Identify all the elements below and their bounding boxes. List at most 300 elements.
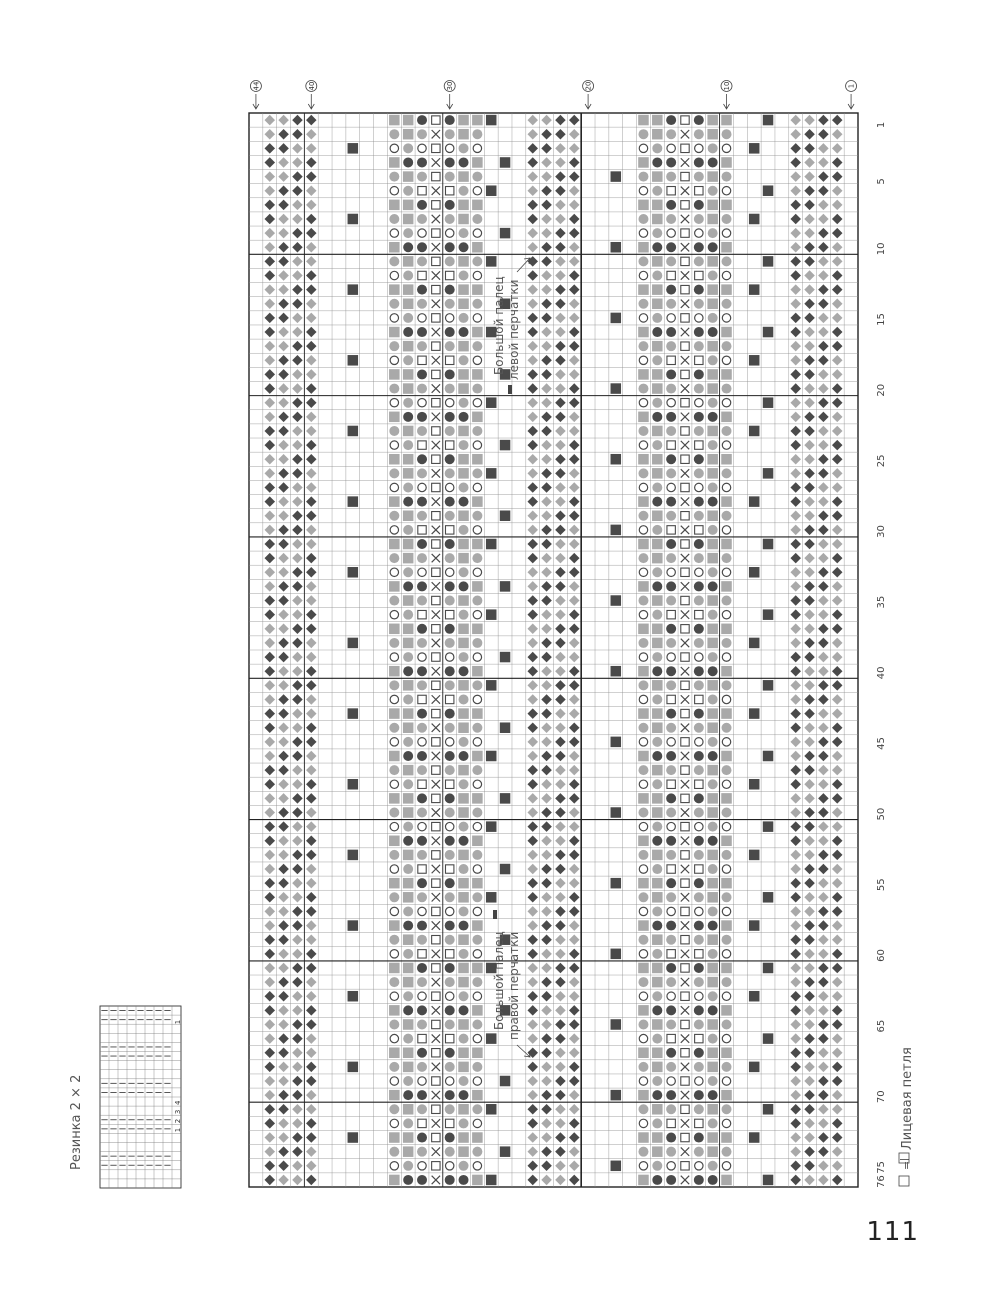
square-icon xyxy=(707,722,718,733)
diamond-icon xyxy=(832,1005,843,1016)
circle-icon xyxy=(389,596,399,606)
diamond-icon xyxy=(292,1104,303,1115)
diamond-icon xyxy=(818,892,829,903)
circle-icon xyxy=(445,765,455,775)
circle-icon xyxy=(652,525,662,535)
ring-icon xyxy=(639,271,647,279)
circle-icon xyxy=(459,666,469,676)
diamond-icon xyxy=(527,737,538,748)
square-icon xyxy=(749,496,760,507)
diamond-icon xyxy=(832,1146,843,1157)
square-icon xyxy=(611,171,622,182)
outline-square-icon xyxy=(695,271,703,279)
circle-icon xyxy=(722,511,732,521)
ring-icon xyxy=(390,187,398,195)
square-icon xyxy=(707,878,718,889)
ring-icon xyxy=(722,144,730,152)
square-icon xyxy=(472,496,483,507)
circle-icon xyxy=(403,779,413,789)
diamond-icon xyxy=(818,256,829,267)
square-icon xyxy=(389,369,400,380)
ring-icon xyxy=(667,992,675,1000)
square-icon xyxy=(652,878,663,889)
ring-icon xyxy=(639,441,647,449)
circle-icon xyxy=(459,1034,469,1044)
circle-icon xyxy=(417,242,427,252)
square-icon xyxy=(403,284,414,295)
diamond-icon xyxy=(292,1132,303,1143)
outline-square-icon xyxy=(418,695,426,703)
outline-square-icon xyxy=(432,427,440,435)
diamond-icon xyxy=(278,426,289,437)
circle-icon xyxy=(459,313,469,323)
diamond-icon xyxy=(555,313,566,324)
circle-icon xyxy=(638,1062,648,1072)
cross-icon xyxy=(681,610,689,618)
circle-icon xyxy=(389,723,399,733)
diamond-icon xyxy=(527,242,538,253)
circle-icon xyxy=(722,1019,732,1029)
diamond-icon xyxy=(265,1019,276,1030)
diamond-icon xyxy=(555,129,566,140)
circle-icon xyxy=(403,1034,413,1044)
diamond-icon xyxy=(555,214,566,225)
right-thumb-arrow-icon xyxy=(517,1045,530,1057)
diamond-icon xyxy=(265,115,276,126)
ring-icon xyxy=(639,992,647,1000)
circle-icon xyxy=(403,737,413,747)
circle-icon xyxy=(652,440,662,450)
circle-icon xyxy=(417,723,427,733)
diamond-icon xyxy=(541,737,552,748)
square-icon xyxy=(652,539,663,550)
outline-square-icon xyxy=(681,229,689,237)
diamond-icon xyxy=(278,468,289,479)
diamond-icon xyxy=(790,1161,801,1172)
circle-icon xyxy=(459,864,469,874)
outline-square-icon xyxy=(667,695,675,703)
diamond-icon xyxy=(832,426,843,437)
outline-square-icon xyxy=(667,865,675,873)
outline-square-icon xyxy=(681,822,689,830)
diamond-icon xyxy=(569,963,580,974)
square-icon xyxy=(389,327,400,338)
square-icon xyxy=(472,200,483,211)
diamond-icon xyxy=(569,412,580,423)
outline-square-icon xyxy=(432,681,440,689)
diamond-icon xyxy=(541,1175,552,1186)
circle-icon xyxy=(403,525,413,535)
square-icon xyxy=(458,892,469,903)
diamond-icon xyxy=(306,355,317,366)
diamond-icon xyxy=(790,412,801,423)
circle-icon xyxy=(722,977,732,987)
diamond-icon xyxy=(555,1033,566,1044)
diamond-icon xyxy=(832,299,843,310)
diamond-icon xyxy=(541,200,552,211)
ring-icon xyxy=(639,653,647,661)
outline-square-icon xyxy=(667,187,675,195)
circle-icon xyxy=(403,1076,413,1086)
outline-square-icon xyxy=(432,1077,440,1085)
circle-icon xyxy=(638,214,648,224)
ring-icon xyxy=(445,398,453,406)
circle-icon xyxy=(445,1147,455,1157)
outline-square-icon xyxy=(681,851,689,859)
diamond-icon xyxy=(790,793,801,804)
square-icon xyxy=(638,412,649,423)
ring-icon xyxy=(639,356,647,364)
diamond-icon xyxy=(527,708,538,719)
diamond-icon xyxy=(790,1076,801,1087)
circle-icon xyxy=(638,256,648,266)
diamond-icon xyxy=(818,609,829,620)
circle-icon xyxy=(445,129,455,139)
diamond-icon xyxy=(292,694,303,705)
cross-icon xyxy=(681,441,689,449)
cross-icon xyxy=(681,724,689,732)
circle-icon xyxy=(666,157,676,167)
circle-icon xyxy=(389,1147,399,1157)
diamond-icon xyxy=(818,426,829,437)
diamond-icon xyxy=(818,821,829,832)
square-icon xyxy=(403,977,414,988)
outline-square-icon xyxy=(432,116,440,124)
diamond-icon xyxy=(818,694,829,705)
square-icon xyxy=(652,963,663,974)
square-icon xyxy=(458,553,469,564)
square-icon xyxy=(638,793,649,804)
diamond-icon xyxy=(832,963,843,974)
circle-icon xyxy=(666,709,676,719)
diamond-icon xyxy=(265,510,276,521)
circle-icon xyxy=(694,1147,704,1157)
diamond-icon xyxy=(278,638,289,649)
marker-label: 44 xyxy=(252,81,261,91)
square-icon xyxy=(403,341,414,352)
square-icon xyxy=(348,284,359,295)
square-icon xyxy=(389,1005,400,1016)
circle-icon xyxy=(666,1090,676,1100)
square-icon xyxy=(707,680,718,691)
circle-icon xyxy=(459,1090,469,1100)
diamond-icon xyxy=(292,228,303,239)
diamond-icon xyxy=(569,666,580,677)
diamond-icon xyxy=(541,327,552,338)
ring-icon xyxy=(418,1077,426,1085)
diamond-icon xyxy=(555,991,566,1002)
circle-icon xyxy=(389,384,399,394)
outline-square-icon xyxy=(681,512,689,520)
square-icon xyxy=(458,722,469,733)
diamond-icon xyxy=(278,694,289,705)
square-icon xyxy=(389,581,400,592)
diamond-icon xyxy=(832,341,843,352)
circle-icon xyxy=(666,299,676,309)
circle-icon xyxy=(459,1005,469,1015)
ring-icon xyxy=(722,780,730,788)
diamond-icon xyxy=(265,553,276,564)
ring-icon xyxy=(722,610,730,618)
square-icon xyxy=(652,299,663,310)
diamond-icon xyxy=(265,920,276,931)
diamond-icon xyxy=(569,949,580,960)
diamond-icon xyxy=(265,1090,276,1101)
circle-icon xyxy=(722,341,732,351)
square-icon xyxy=(458,1019,469,1030)
row-label: 35 xyxy=(876,595,887,609)
diamond-icon xyxy=(527,355,538,366)
circle-icon xyxy=(652,737,662,747)
ring-icon xyxy=(445,738,453,746)
ring-icon xyxy=(639,780,647,788)
diamond-icon xyxy=(292,624,303,635)
square-icon xyxy=(763,539,774,550)
circle-icon xyxy=(652,822,662,832)
diamond-icon xyxy=(818,510,829,521)
square-icon xyxy=(389,1090,400,1101)
diamond-icon xyxy=(818,934,829,945)
diamond-icon xyxy=(541,1062,552,1073)
outline-square-icon xyxy=(432,568,440,576)
diamond-icon xyxy=(555,468,566,479)
ring-icon xyxy=(473,822,481,830)
diamond-icon xyxy=(265,581,276,592)
square-icon xyxy=(749,779,760,790)
circle-icon xyxy=(417,285,427,295)
diamond-icon xyxy=(790,878,801,889)
outline-square-icon xyxy=(681,596,689,604)
diamond-icon xyxy=(832,412,843,423)
diamond-icon xyxy=(306,525,317,536)
diamond-icon xyxy=(527,214,538,225)
square-icon xyxy=(763,1104,774,1115)
circle-icon xyxy=(459,949,469,959)
ring-icon xyxy=(473,950,481,958)
diamond-icon xyxy=(541,878,552,889)
outline-square-icon xyxy=(445,950,453,958)
square-icon xyxy=(472,284,483,295)
ring-icon xyxy=(418,653,426,661)
row-label: 20 xyxy=(876,383,887,397)
circle-icon xyxy=(389,977,399,987)
diamond-icon xyxy=(818,270,829,281)
diamond-icon xyxy=(541,510,552,521)
cross-icon xyxy=(432,667,440,675)
square-icon xyxy=(749,920,760,931)
diamond-icon xyxy=(527,185,538,196)
diamond-icon xyxy=(569,171,580,182)
diamond-icon xyxy=(527,920,538,931)
circle-icon xyxy=(666,1147,676,1157)
ring-icon xyxy=(695,1077,703,1085)
circle-icon xyxy=(694,850,704,860)
outline-square-icon xyxy=(681,1077,689,1085)
diamond-icon xyxy=(804,426,815,437)
outline-square-icon xyxy=(681,964,689,972)
circle-icon xyxy=(459,779,469,789)
diamond-icon xyxy=(541,1047,552,1058)
diamond-icon xyxy=(555,1161,566,1172)
square-icon xyxy=(472,836,483,847)
ring-icon xyxy=(695,653,703,661)
circle-icon xyxy=(472,1019,482,1029)
diamond-icon xyxy=(292,525,303,536)
square-icon xyxy=(611,383,622,394)
circle-icon xyxy=(652,581,662,591)
diamond-icon xyxy=(790,949,801,960)
diamond-icon xyxy=(569,1033,580,1044)
ring-icon xyxy=(445,1162,453,1170)
circle-icon xyxy=(472,468,482,478)
diamond-icon xyxy=(804,864,815,875)
diamond-icon xyxy=(306,878,317,889)
square-icon xyxy=(652,214,663,225)
diamond-icon xyxy=(818,242,829,253)
square-icon xyxy=(721,1090,732,1101)
diamond-icon xyxy=(790,779,801,790)
square-icon xyxy=(403,129,414,140)
square-icon xyxy=(389,836,400,847)
diamond-icon xyxy=(555,609,566,620)
circle-icon xyxy=(389,341,399,351)
cross-icon xyxy=(681,271,689,279)
diamond-icon xyxy=(555,920,566,931)
square-icon xyxy=(389,115,400,126)
circle-icon xyxy=(403,567,413,577)
diamond-icon xyxy=(804,1132,815,1143)
diamond-icon xyxy=(306,426,317,437)
diamond-icon xyxy=(832,836,843,847)
circle-icon xyxy=(694,878,704,888)
circle-icon xyxy=(459,242,469,252)
circle-icon xyxy=(445,709,455,719)
circle-icon xyxy=(417,765,427,775)
diamond-icon xyxy=(790,765,801,776)
circle-icon xyxy=(417,1090,427,1100)
circle-icon xyxy=(389,256,399,266)
cross-icon xyxy=(432,921,440,929)
square-icon xyxy=(486,397,497,408)
square-icon xyxy=(638,1005,649,1016)
diamond-icon xyxy=(804,1146,815,1157)
ring-icon xyxy=(390,568,398,576)
diamond-icon xyxy=(278,185,289,196)
outline-square-icon xyxy=(445,695,453,703)
outline-square-icon xyxy=(695,187,703,195)
square-icon xyxy=(458,468,469,479)
diamond-icon xyxy=(569,256,580,267)
circle-icon xyxy=(459,186,469,196)
diamond-icon xyxy=(265,751,276,762)
ring-icon xyxy=(390,992,398,1000)
cross-icon xyxy=(681,921,689,929)
diamond-icon xyxy=(278,609,289,620)
marker-label: 1 xyxy=(847,83,856,89)
circle-icon xyxy=(708,822,718,832)
ring-icon xyxy=(695,229,703,237)
diamond-icon xyxy=(306,779,317,790)
diamond-icon xyxy=(832,878,843,889)
circle-icon xyxy=(722,172,732,182)
outline-square-icon xyxy=(695,950,703,958)
circle-icon xyxy=(445,596,455,606)
diamond-icon xyxy=(306,496,317,507)
diamond-icon xyxy=(527,1033,538,1044)
ring-icon xyxy=(390,738,398,746)
diamond-icon xyxy=(818,793,829,804)
outline-square-icon xyxy=(432,879,440,887)
circle-icon xyxy=(389,129,399,139)
diamond-icon xyxy=(292,185,303,196)
square-icon xyxy=(389,200,400,211)
square-icon xyxy=(500,581,511,592)
diamond-icon xyxy=(292,765,303,776)
circle-icon xyxy=(722,214,732,224)
diamond-icon xyxy=(278,214,289,225)
diamond-icon xyxy=(569,525,580,536)
diamond-icon xyxy=(265,1146,276,1157)
circle-icon xyxy=(472,977,482,987)
diamond-icon xyxy=(278,1005,289,1016)
outline-square-icon xyxy=(418,1034,426,1042)
diamond-icon xyxy=(292,595,303,606)
diamond-icon xyxy=(569,1047,580,1058)
circle-icon xyxy=(417,299,427,309)
circle-icon xyxy=(445,412,455,422)
diamond-icon xyxy=(555,567,566,578)
diamond-icon xyxy=(818,185,829,196)
diamond-icon xyxy=(832,934,843,945)
ring-icon xyxy=(473,1034,481,1042)
cross-icon xyxy=(432,1091,440,1099)
diamond-icon xyxy=(569,934,580,945)
square-icon xyxy=(403,793,414,804)
circle-icon xyxy=(638,935,648,945)
outline-square-icon xyxy=(432,992,440,1000)
diamond-icon xyxy=(265,567,276,578)
row-label: 76 xyxy=(876,1175,887,1188)
diamond-icon xyxy=(278,1175,289,1186)
square-icon xyxy=(707,256,718,267)
diamond-icon xyxy=(790,708,801,719)
circle-icon xyxy=(638,680,648,690)
diamond-icon xyxy=(541,850,552,861)
diamond-icon xyxy=(569,977,580,988)
diamond-icon xyxy=(541,934,552,945)
diamond-icon xyxy=(790,482,801,493)
circle-icon xyxy=(638,299,648,309)
diamond-icon xyxy=(265,242,276,253)
outline-square-icon xyxy=(667,780,675,788)
ring-icon xyxy=(722,441,730,449)
diamond-icon xyxy=(569,609,580,620)
square-icon xyxy=(652,510,663,521)
square-icon xyxy=(721,454,732,465)
circle-icon xyxy=(708,271,718,281)
diamond-icon xyxy=(265,369,276,380)
circle-icon xyxy=(445,327,455,337)
ring-icon xyxy=(722,271,730,279)
rib-chart-title: Резинка 2 × 2 xyxy=(69,1074,84,1170)
circle-icon xyxy=(694,1019,704,1029)
diamond-icon xyxy=(292,468,303,479)
diamond-icon xyxy=(265,1104,276,1115)
diamond-icon xyxy=(278,949,289,960)
diamond-icon xyxy=(832,242,843,253)
diamond-icon xyxy=(804,1047,815,1058)
diamond-icon xyxy=(832,595,843,606)
